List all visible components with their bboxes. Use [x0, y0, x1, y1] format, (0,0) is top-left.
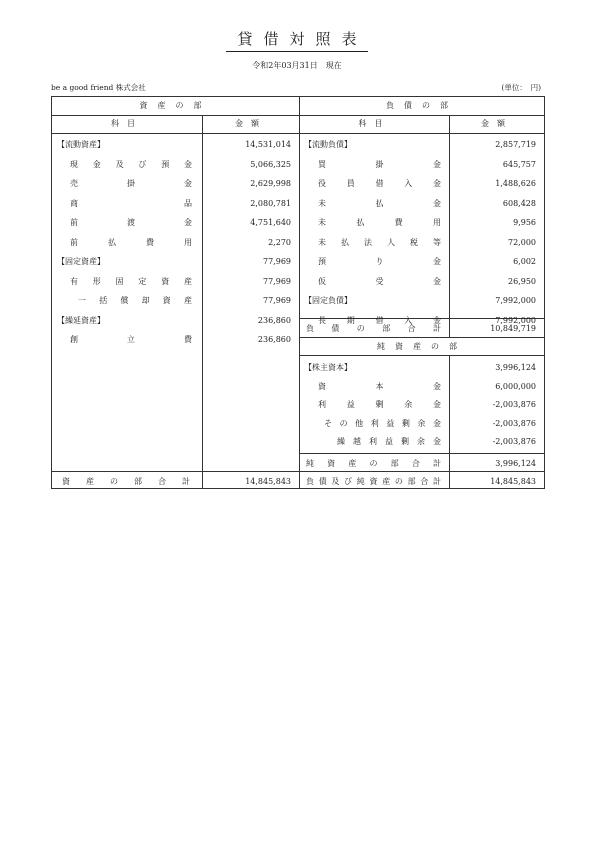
assets-row-value: 236,860 [257, 315, 291, 325]
assets-row-label: 有形固定資産 [70, 276, 192, 286]
liabilities-row-value: 7,992,000 [495, 296, 536, 305]
liabilities-row-value: 7,992,000 [495, 315, 536, 325]
liab-subject-header: 科目 [358, 119, 391, 128]
grand-total-top-line [52, 471, 544, 472]
liabilities-row-value: 2,857,719 [495, 140, 536, 149]
assets-row-value: 236,860 [257, 335, 291, 344]
assets-row-label: 前渡金 [70, 218, 192, 227]
liabilities-row-label: 長期借入金 [318, 315, 441, 325]
assets-row-label: 創立費 [70, 335, 192, 344]
liabilities-row-label: 未払費用 [318, 218, 441, 227]
grand-total-value: 14,845,843 [490, 477, 536, 486]
net_assets-row-value: -2,003,876 [492, 400, 536, 409]
assets-row-value: 2,629,998 [250, 179, 291, 188]
liabilities-row-value: 608,428 [502, 198, 536, 208]
net_assets-row-label: 【株主資本】 [304, 363, 352, 372]
assets-row-value: 77,969 [263, 296, 291, 305]
assets-row-label: 【繰延資産】 [57, 315, 105, 325]
net_assets-row-value: -2,003,876 [492, 437, 536, 446]
assets-row-value: 5,066,325 [250, 159, 291, 169]
assets-row-label: 売掛金 [70, 179, 192, 188]
assets-row-label: 前払費用 [70, 237, 192, 247]
grand-total-label: 負債及び純資産の部合計 [306, 477, 441, 486]
assets-total-label: 資産の部合計 [62, 477, 190, 486]
liabilities-row-label: 買掛金 [318, 159, 441, 169]
net-header-top-line [299, 337, 544, 338]
net-total-label: 純資産の部合計 [306, 459, 441, 468]
assets-section-header: 資産の部 [139, 101, 212, 110]
net_assets-row-value: 6,000,000 [495, 381, 536, 391]
document-title: 貸借対照表 [0, 28, 594, 52]
liab-amount-header: 金額 [481, 119, 513, 128]
assets-row-value: 4,751,640 [250, 218, 291, 227]
net-total-top-line [299, 453, 544, 454]
net_assets-row-value: -2,003,876 [492, 418, 536, 428]
assets-row-value: 77,969 [263, 257, 291, 266]
liabilities-row-value: 9,956 [513, 218, 536, 227]
assets-row-value: 77,969 [263, 276, 291, 286]
column-header-line [52, 133, 544, 134]
net_assets-row-label: 利益剰余金 [318, 400, 441, 409]
assets-row-value: 2,270 [268, 237, 291, 247]
assets-row-label: 【固定資産】 [57, 257, 105, 266]
net_assets-row-label: 繰越利益剰余金 [337, 437, 441, 446]
liabilities-row-label: 【固定負債】 [304, 296, 352, 305]
assets-amount-header: 金額 [235, 119, 267, 128]
net-assets-section-header: 純資産の部 [377, 342, 467, 351]
liabilities-row-label: 仮受金 [318, 276, 441, 286]
assets-subject-header: 科目 [111, 119, 143, 128]
liabilities-row-value: 1,488,626 [495, 179, 536, 188]
liabilities-row-label: 未払法人税等 [318, 237, 441, 247]
net_assets-row-label: その他利益剰余金 [324, 418, 441, 428]
net-header-bottom-line [299, 355, 544, 356]
liabilities-row-value: 645,757 [502, 159, 536, 169]
assets-row-label: 【流動資産】 [57, 140, 105, 149]
liabilities-row-label: 未払金 [318, 198, 441, 208]
assets-row-label: 商品 [70, 198, 192, 208]
liab-total-label: 負債の部合計 [306, 324, 441, 333]
balance-sheet-table [51, 96, 545, 489]
liabilities-row-label: 【流動負債】 [304, 140, 352, 149]
liab-total-value: 10,849,719 [490, 324, 536, 333]
liabilities-row-value: 6,002 [513, 257, 536, 266]
section-header-line [52, 115, 544, 116]
liabilities-row-value: 26,950 [508, 276, 536, 286]
assets-row-value: 2,080,781 [250, 198, 291, 208]
as-of-date: 令和2年03月31日 現在 [252, 61, 342, 70]
unit-label: (単位： 円) [501, 83, 541, 92]
liab-section-header: 負債の部 [386, 101, 458, 110]
center-divider [299, 97, 300, 489]
liabilities-row-label: 役員借入金 [318, 179, 441, 188]
liabilities-row-label: 預り金 [318, 257, 441, 266]
liabilities-row-value: 72,000 [508, 237, 536, 247]
net-total-value: 3,996,124 [495, 459, 536, 468]
assets-row-label: 一括償却資産 [78, 296, 192, 305]
assets-row-label: 現金及び預金 [70, 159, 192, 169]
assets-total-value: 14,845,843 [245, 477, 291, 486]
assets-row-value: 14,531,014 [245, 140, 291, 149]
company-name: be a good friend 株式会社 [51, 83, 146, 92]
net_assets-row-label: 資本金 [318, 381, 441, 391]
net_assets-row-value: 3,996,124 [495, 363, 536, 372]
